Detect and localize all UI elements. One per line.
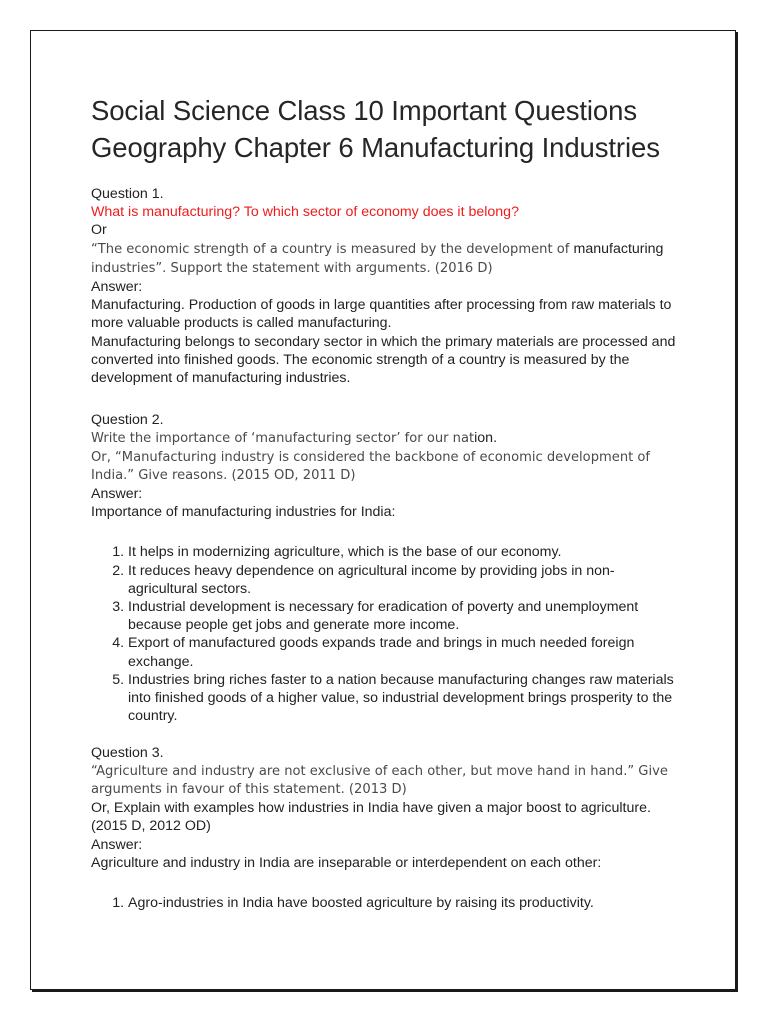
answer-label: Answer: bbox=[91, 486, 143, 503]
answer-intro: Importance of manufacturing industries for India: bbox=[91, 504, 396, 521]
list-item: 4. Export of manufactured goods expands trade and brings in much needed foreign exchange. bbox=[128, 634, 681, 670]
question-label: Question 3. bbox=[91, 745, 164, 762]
question-1 bbox=[91, 185, 681, 387]
question-2 bbox=[91, 411, 681, 725]
answer-list bbox=[91, 543, 681, 725]
or-text: Or bbox=[91, 222, 107, 239]
question-label: Question 2. bbox=[91, 412, 164, 429]
answer-label: Answer: bbox=[91, 279, 143, 296]
answer-label: Answer: bbox=[91, 836, 143, 853]
list-item: 2. It reduces heavy dependence on agricultural income by providing jobs in non-agricultural sectors. bbox=[128, 562, 681, 598]
list-item: 1. It helps in modernizing agriculture, which is the base of our economy. bbox=[128, 543, 681, 561]
answer-paragraph: Manufacturing belongs to secondary sector in which the primary materials are processed and converted into finished goods. The economic strength of a country is measured by the development of manufacturing industries. bbox=[91, 333, 676, 387]
alt-question-text: Or, “Manufacturing industry is considered the backbone of economic development of India.” Give reasons. (2015 OD, 2011 D) bbox=[91, 449, 651, 483]
question-3 bbox=[91, 744, 681, 912]
list-item: 1. Agro-industries in India have boosted agriculture by raising its productivity. bbox=[128, 894, 681, 912]
answer-paragraph: Manufacturing. Production of goods in large quantities after processing from raw materials to more valuable products is called manufacturing. bbox=[91, 297, 672, 332]
list-item: 5. Industries bring riches faster to a nation because manufacturing changes raw materials into finished goods of a higher value, so industrial development brings prosperity to the country. bbox=[128, 671, 681, 726]
alt-question-text bbox=[91, 240, 681, 278]
question-part: Write the importance of ‘manufacturing sector’ for our nat bbox=[91, 431, 475, 447]
question-text: What is manufacturing? To which sector of economy does it belong? bbox=[91, 204, 519, 221]
alt-question-part: “The economic strength of a country is measured by the development of bbox=[91, 241, 574, 257]
question-text bbox=[91, 429, 681, 448]
question-text: “Agriculture and industry are not exclusive of each other, but move hand in hand.” Give arguments in favour of this statement. (2013 D) bbox=[91, 763, 668, 797]
page-title: Social Science Class 10 Important Questions Geography Chapter 6 Manufacturing Industries bbox=[91, 95, 660, 163]
list-item: 3. Industrial development is necessary for eradication of poverty and unemployment because people get jobs and generate more income. bbox=[128, 598, 681, 634]
answer-intro: Agriculture and industry in India are inseparable or interdependent on each other: bbox=[91, 854, 602, 871]
alt-question-text: Or, Explain with examples how industries in India have given a major boost to agriculture. (2015 D, 2012 OD) bbox=[91, 800, 651, 835]
question-part: ion. bbox=[474, 430, 498, 447]
document-content bbox=[91, 92, 681, 912]
alt-question-part: manufacturing bbox=[573, 240, 664, 257]
answer-list bbox=[91, 894, 681, 912]
question-label: Question 1. bbox=[91, 186, 164, 202]
alt-question-part: industries”. Support the statement with arguments. (2016 D) bbox=[91, 260, 493, 276]
